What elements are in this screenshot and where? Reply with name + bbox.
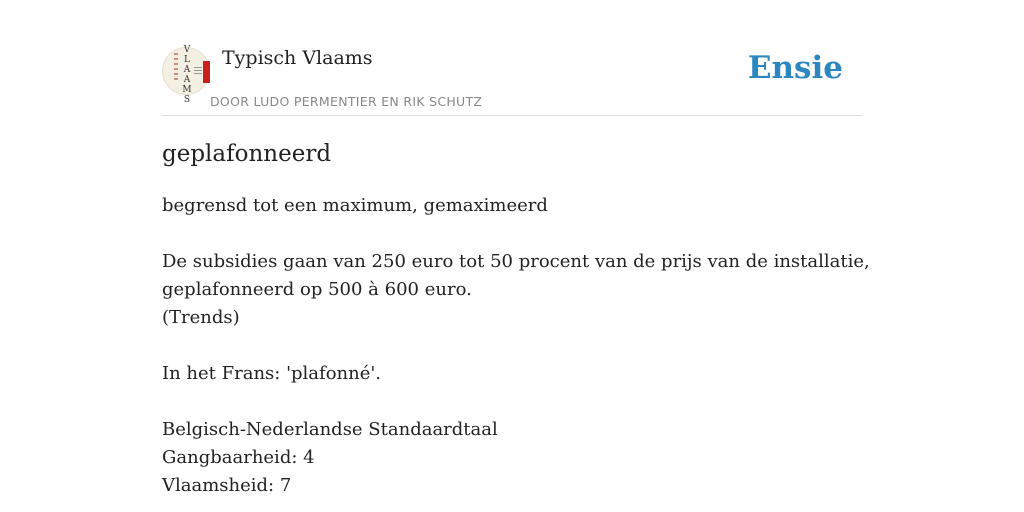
spacer — [162, 332, 862, 360]
gangbaarheid: Gangbaarheid: 4 — [162, 447, 315, 468]
vlaamsheid: Vlaamsheid: 7 — [162, 475, 292, 496]
cover-accent-stripe — [203, 61, 210, 83]
cover-letters — [182, 45, 192, 105]
cover-decoration — [174, 53, 178, 83]
definition: begrensd tot een maximum, gemaximeerd — [162, 195, 548, 216]
cover-letter: V — [183, 45, 191, 55]
blog-title-link[interactable]: Typisch Vlaams — [222, 47, 373, 69]
book-cover-icon[interactable] — [162, 45, 210, 105]
entry — [162, 137, 870, 500]
spacer — [162, 220, 862, 248]
cover-letter: S — [183, 95, 191, 105]
example-line-2: geplafonneerd op 500 à 600 euro. — [162, 279, 472, 300]
cover-decoration — [194, 67, 202, 75]
cover-letter: M — [182, 85, 192, 95]
french-equivalent: In het Frans: 'plafonné'. — [162, 363, 382, 384]
cover-letter: A — [183, 75, 191, 85]
byline: DOOR LUDO PERMENTIER EN RIK SCHUTZ — [210, 94, 483, 109]
example-line-1: De subsidies gaan van 250 euro tot 50 procent van de prijs van de installatie, — [162, 251, 870, 272]
header — [162, 44, 862, 116]
cover-letter: A — [183, 65, 191, 75]
cover-letter: L — [184, 55, 190, 65]
entry-title: geplafonneerd — [162, 141, 332, 167]
ensie-logo-link[interactable]: Ensie — [747, 50, 843, 86]
entry-body — [162, 192, 870, 500]
example-source: (Trends) — [162, 307, 240, 328]
language-variant: Belgisch-Nederlandse Standaardtaal — [162, 419, 498, 440]
spacer — [162, 388, 862, 416]
